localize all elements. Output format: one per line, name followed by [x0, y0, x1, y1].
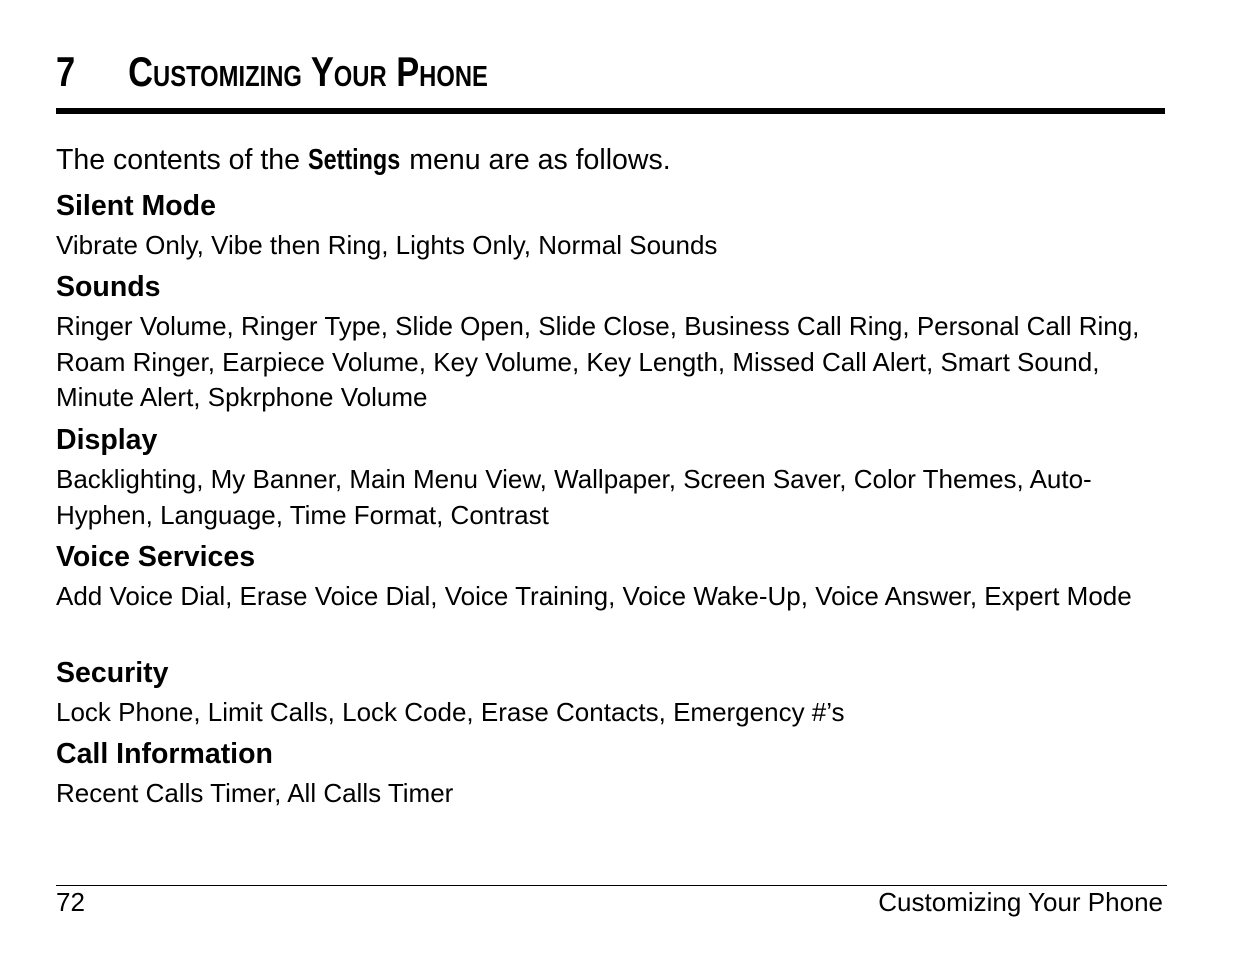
page-number: 72 — [56, 887, 85, 917]
chapter-number: 7 — [56, 48, 76, 95]
running-footer-title: Customizing Your Phone — [878, 887, 1163, 917]
section-silent-mode — [56, 188, 1165, 264]
section-heading: Display — [56, 424, 158, 456]
section-items: Ringer Volume, Ringer Type, Slide Open, Slide Close, Business Call Ring, Personal Call Ring, Roam Ringer, Earpiece Volume, Key Volume, Key Length, Missed Call Alert, Smart Sound, Minute Alert, Spkrphone Volume — [56, 311, 1140, 412]
section-items: Recent Calls Timer, All Calls Timer — [56, 778, 454, 808]
section-heading: Call Information — [56, 738, 273, 770]
section-voice-services — [56, 539, 1165, 615]
section-items: Backlighting, My Banner, Main Menu View, Wallpaper, Screen Saver, Color Themes, Auto-Hyphen, Language, Time Format, Contrast — [56, 464, 1092, 530]
intro-paragraph — [56, 141, 671, 179]
section-items: Lock Phone, Limit Calls, Lock Code, Erase Contacts, Emergency #’s — [56, 697, 845, 727]
section-items: Add Voice Dial, Erase Voice Dial, Voice Training, Voice Wake-Up, Voice Answer, Expert Mode — [56, 581, 1132, 611]
section-security — [56, 655, 1165, 731]
section-sounds — [56, 269, 1165, 416]
heading-rule — [56, 108, 1165, 114]
section-display — [56, 422, 1165, 533]
chapter-heading — [56, 46, 965, 98]
section-items: Vibrate Only, Vibe then Ring, Lights Only, Normal Sounds — [56, 230, 718, 260]
settings-menu-name: Settings — [307, 144, 401, 176]
intro-suffix: menu are as follows. — [401, 144, 671, 176]
section-heading: Voice Services — [56, 541, 256, 573]
intro-prefix: The contents of the — [56, 144, 308, 176]
section-heading: Security — [56, 657, 169, 689]
section-heading: Silent Mode — [56, 190, 216, 222]
section-call-information — [56, 736, 1165, 812]
section-heading: Sounds — [56, 271, 161, 303]
chapter-title: Customizing Your Phone — [128, 48, 488, 95]
